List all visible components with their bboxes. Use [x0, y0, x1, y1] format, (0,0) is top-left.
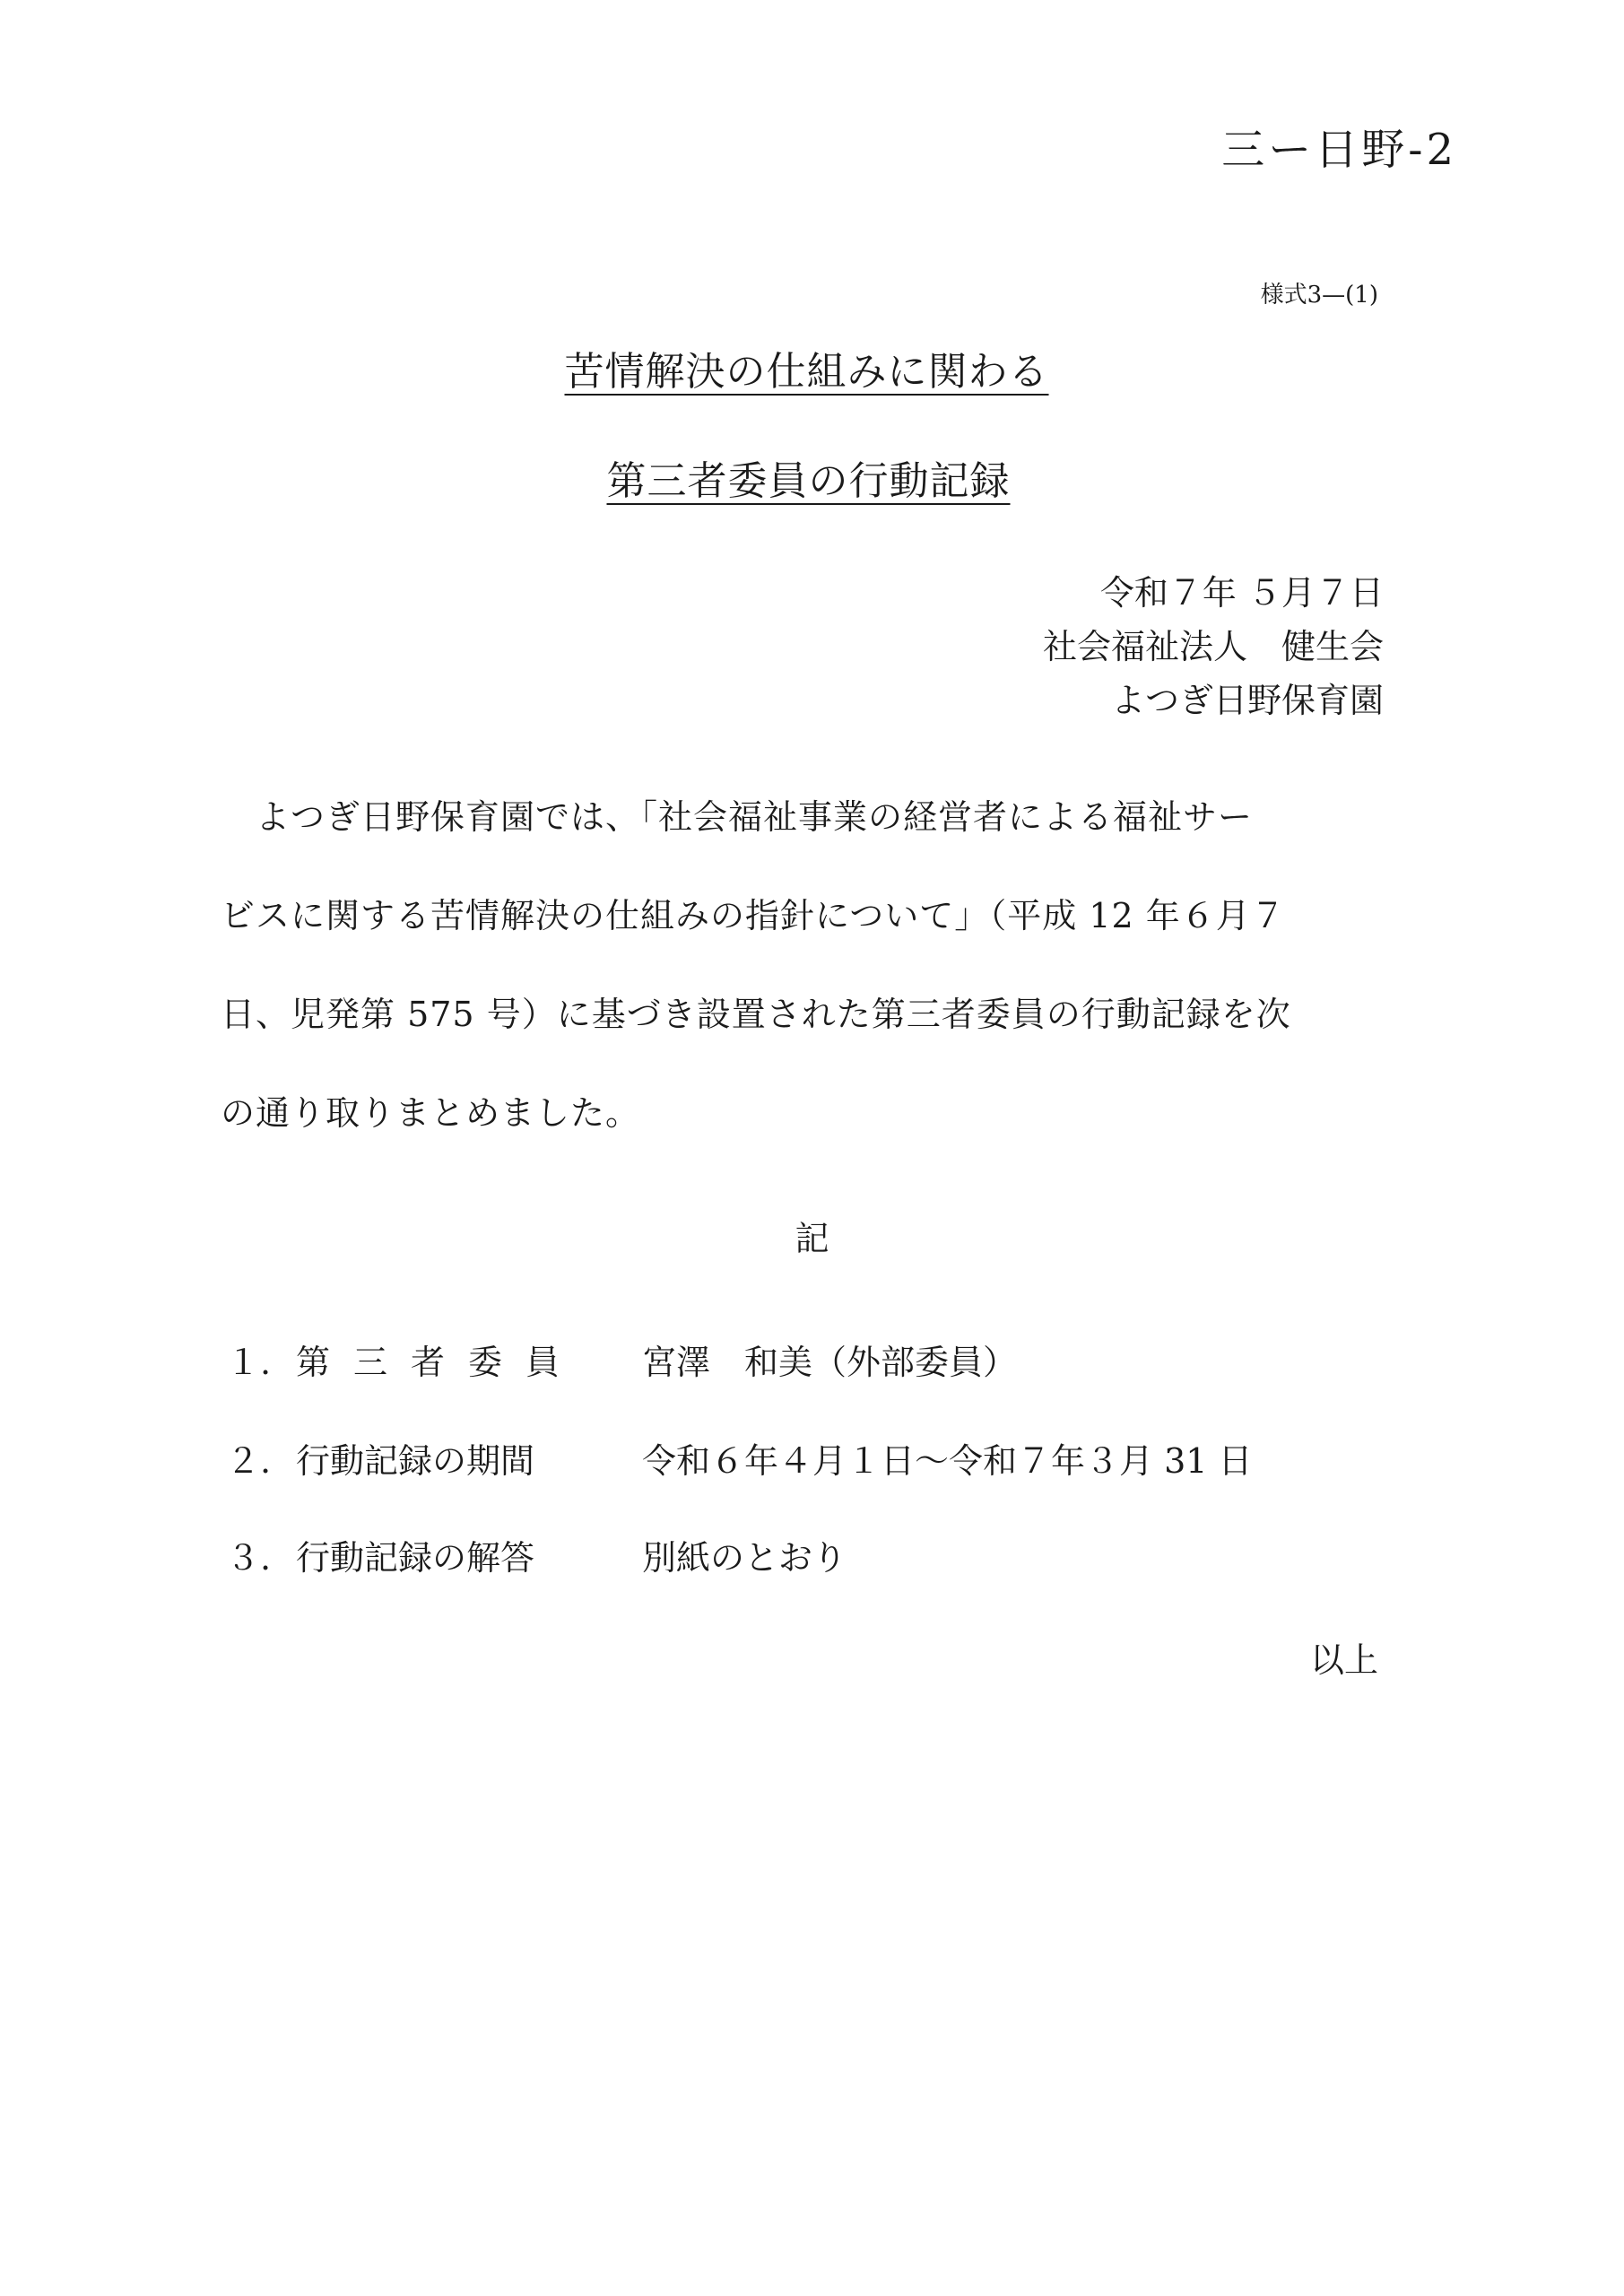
item-number: ３. — [226, 1538, 272, 1578]
body-text-line: の通り取りまとめました。 — [221, 1093, 641, 1133]
item-label: 第三者委員 — [296, 1343, 584, 1382]
item-value: 宮澤 和美（外部委員） — [642, 1343, 1018, 1382]
organization-name: 社会福祉法人 健生会 — [1042, 627, 1384, 666]
item-number: ２. — [226, 1441, 272, 1481]
body-text-line: ビスに関する苦情解決の仕組みの指針について」（平成 12 年６月７ — [221, 896, 1286, 935]
document-title-line-1 — [0, 339, 1619, 396]
facility-name: よつぎ日野保育園 — [1110, 681, 1384, 720]
item-label: 行動記録の期間 — [296, 1441, 535, 1481]
ki-heading: 記 — [795, 1219, 829, 1258]
document-title-line-2-text: 第三者委員の行動記録 — [606, 458, 1011, 504]
item-value: 別紙のとおり — [642, 1538, 847, 1578]
item-number: １. — [226, 1343, 272, 1382]
document-title-line-1-text: 苦情解決の仕組みに関わる — [564, 349, 1049, 395]
closing-remark: 以上 — [1309, 1640, 1378, 1680]
document-code: 三ー日野-2 — [1221, 125, 1457, 175]
item-label: 行動記録の解答 — [296, 1538, 535, 1578]
body-text-line: 日、児発第 575 号）に基づき設置された第三者委員の行動記録を次 — [221, 995, 1291, 1034]
body-text-line: よつぎ日野保育園では、「社会福祉事業の経営者による福祉サー — [221, 797, 1254, 837]
item-value: 令和６年４月１日～令和７年３月 31 日 — [642, 1441, 1253, 1481]
form-number: 様式3—(1) — [1260, 282, 1378, 309]
document-title-line-2 — [0, 448, 1620, 506]
issue-date: 令和７年 ５月７日 — [1099, 573, 1384, 613]
